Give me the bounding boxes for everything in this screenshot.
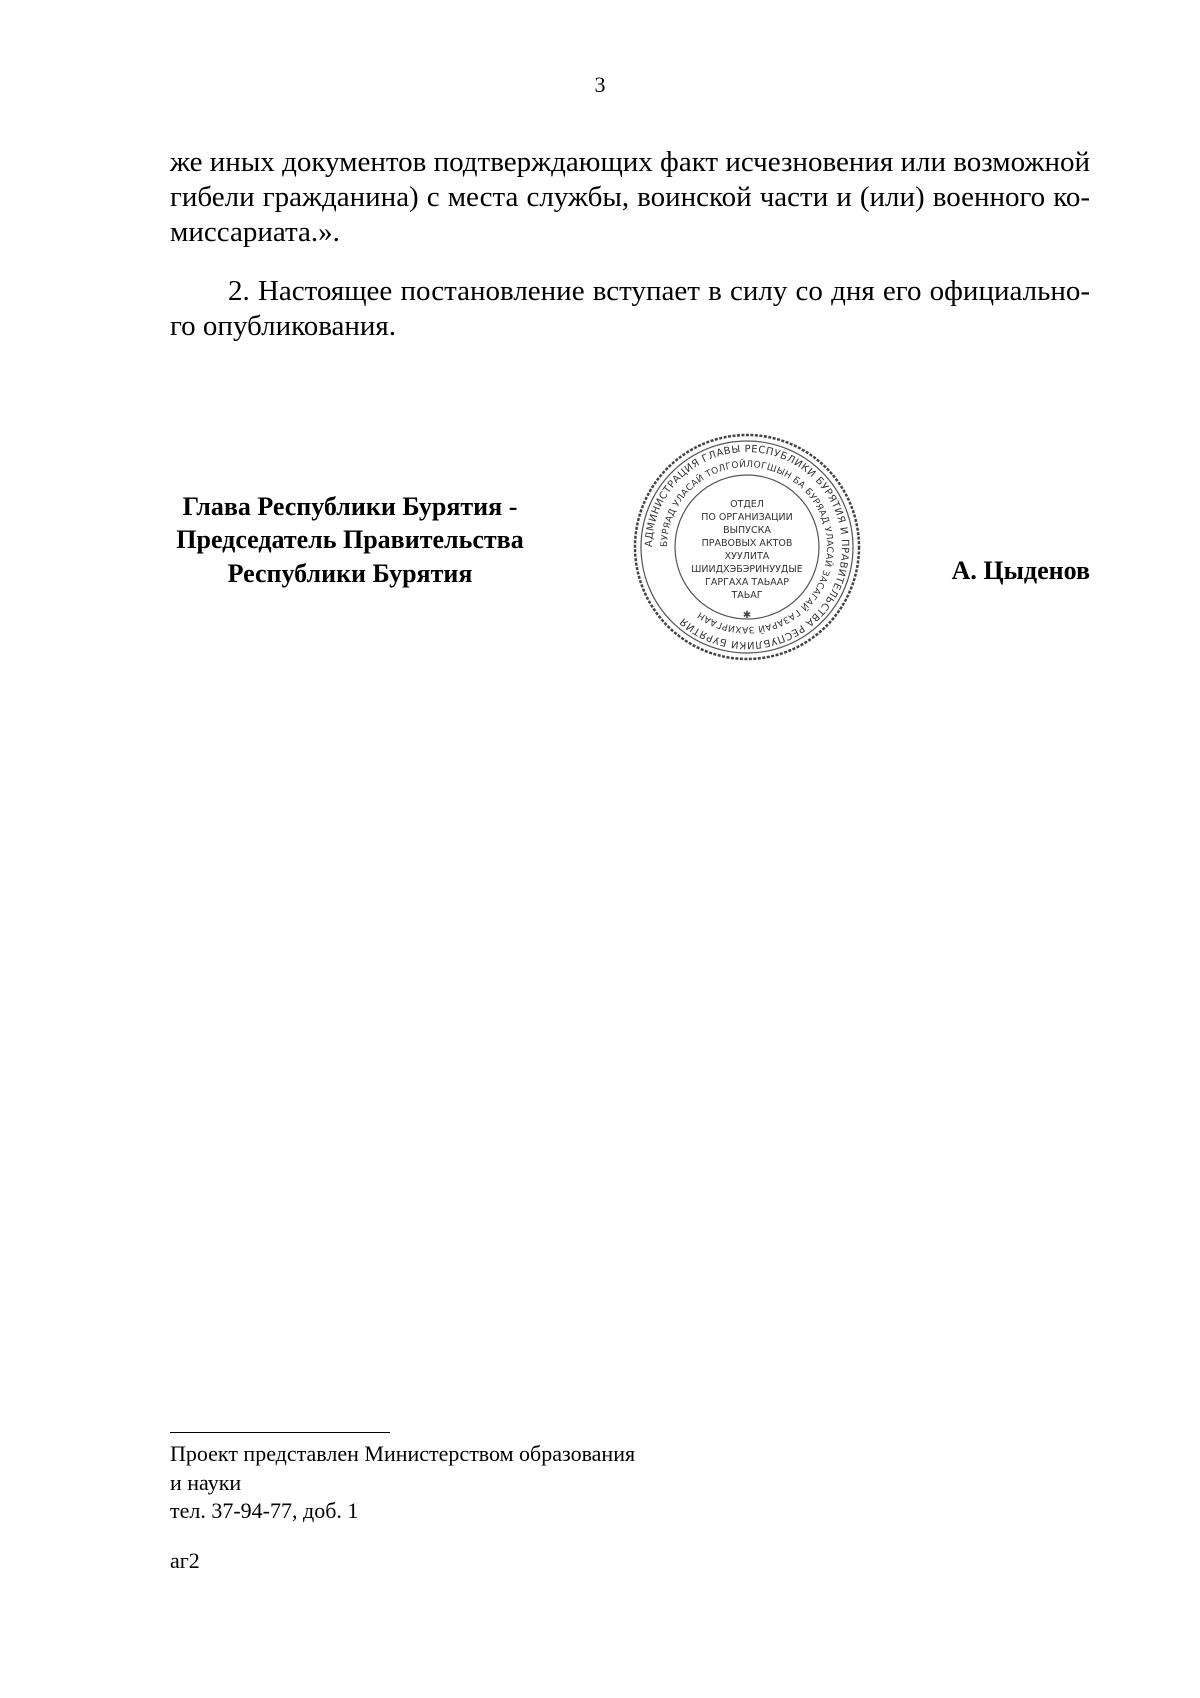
seal-center-line: ПРАВОВЫХ АКТОВ <box>701 538 793 549</box>
seal-center-text <box>691 499 802 601</box>
paragraph-line: миссариата.». <box>170 215 340 248</box>
paragraph-line: же иных документов подтверждающих факт исчезновения или возможной <box>170 146 1090 178</box>
signatory-title <box>150 490 550 590</box>
seal-center-line: ПО ОРГАНИЗАЦИИ <box>701 512 793 523</box>
page-number: 3 <box>594 72 606 97</box>
footnote <box>170 1440 635 1526</box>
official-seal <box>630 430 864 664</box>
seal-center-line: ГАРГАХА ТАЬААР <box>705 577 789 588</box>
seal-center-line: ТАЬАГ <box>731 590 763 601</box>
seal-graphic <box>630 430 864 664</box>
seal-center-line: ХУУЛИТА <box>724 551 770 562</box>
footnote-divider <box>170 1432 390 1433</box>
seal-center-line: ОТДЕЛ <box>730 499 764 510</box>
seal-inner-text: БУРЯАД УЛАСАЙ ТОЛГОЙЛОГШЫН БА БУРЯАД УЛАСАЙ ЗАСАГАЙ ГАЗАРАЙ ЗАХИРГААН <box>659 459 835 635</box>
seal-center-line: ВЫПУСКА <box>723 525 771 536</box>
paragraph-line: гибели гражданина) с места службы, воинской части и (или) военного ко- <box>170 180 1090 213</box>
footnote-line: Проект представлен Министерством образования <box>170 1441 636 1466</box>
signatory-title-line: Республики Бурятия <box>227 558 473 588</box>
paragraph-continuation <box>170 145 1090 249</box>
seal-outer-text: АДМИНИСТРАЦИЯ ГЛАВЫ РЕСПУБЛИКИ БУРЯТИЯ И ПРАВИТЕЛЬСТВА РЕСПУБЛИКИ БУРЯТИЯ <box>643 443 851 651</box>
footnote-line: и науки <box>170 1469 242 1495</box>
signatory-title-line: Председатель Правительства <box>176 525 524 555</box>
paragraph-line: го опубликования. <box>170 309 397 342</box>
signatory-name: А. Цыденов <box>951 556 1090 585</box>
footnote-line: тел. 37-94-77, доб. 1 <box>170 1498 359 1524</box>
paragraph-line: 2. Настоящее постановление вступает в силу со дня его официально- <box>228 275 1090 307</box>
document-code: аг2 <box>170 1548 200 1573</box>
signatory-title-line: Глава Республики Бурятия - <box>182 492 518 521</box>
seal-center-line: ШИИДХЭБЭРИНУУДЫЕ <box>691 564 803 575</box>
seal-star-icon: ✱ <box>742 610 752 621</box>
paragraph-effective-date <box>170 274 1090 344</box>
